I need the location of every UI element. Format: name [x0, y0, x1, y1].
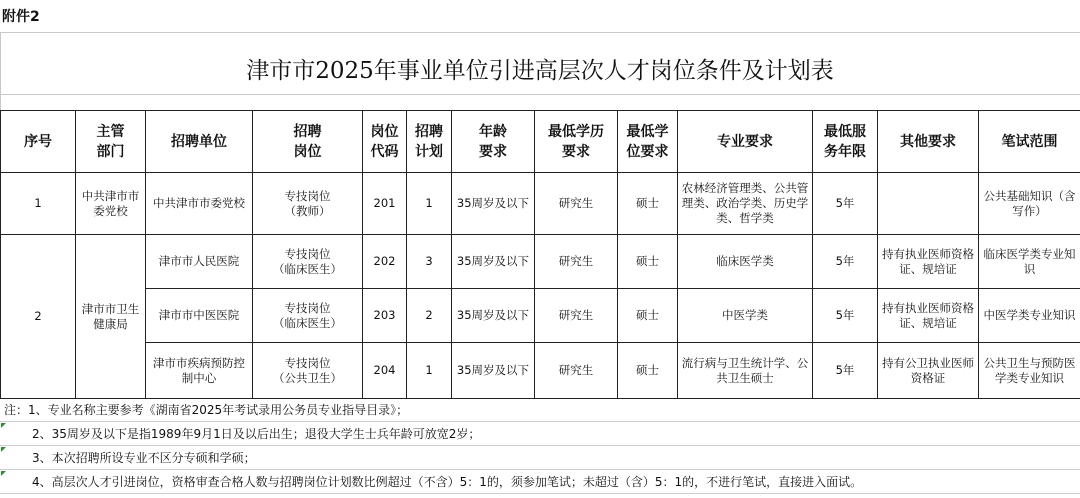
cell-unit: 中共津市市委党校: [146, 173, 253, 235]
cell-post: 专技岗位 （临床医生）: [253, 289, 363, 343]
cell-age: 35周岁及以下: [452, 289, 535, 343]
cell-major: 临床医学类: [678, 235, 813, 289]
note-line: 2、35周岁及以下是指1989年9月1日及以后出生；退役大学生士兵年龄可放宽2岁；: [0, 422, 1080, 446]
header-unit: 招聘单位: [146, 111, 253, 173]
cell-major: 农林经济管理类、公共管理类、政治学类、历史学类、哲学类: [678, 173, 813, 235]
cell-post: 专技岗位 （公共卫生）: [253, 343, 363, 399]
cell-post: 专技岗位 （教师）: [253, 173, 363, 235]
header-seq: 序号: [1, 111, 76, 173]
cell-years: 5年: [813, 173, 878, 235]
note-line: 4、高层次人才引进岗位，资格审查合格人数与招聘岗位计划数比例超过（不含）5：1的，须参加笔试；未超过（含）5：1的，不进行笔试，直接进入面试。: [0, 470, 1080, 494]
cell-degree: 硕士: [618, 235, 678, 289]
cell-comment-marker-icon: [1, 471, 6, 476]
header-post: 招聘 岗位: [253, 111, 363, 173]
header-dept: 主管 部门: [76, 111, 146, 173]
cell-years: 5年: [813, 343, 878, 399]
positions-table: [0, 110, 1080, 399]
cell-code: 203: [363, 289, 407, 343]
cell-code: 201: [363, 173, 407, 235]
attachment-label: 附件2: [2, 9, 40, 25]
cell-code: 202: [363, 235, 407, 289]
table-row: [1, 173, 1080, 235]
cell-edu: 研究生: [535, 289, 618, 343]
cell-other: 持有执业医师资格证、规培证: [878, 235, 979, 289]
cell-plan: 3: [407, 235, 452, 289]
cell-other: 持有公卫执业医师资格证: [878, 343, 979, 399]
cell-exam: 临床医学类专业知识: [979, 235, 1080, 289]
header-major: 专业要求: [678, 111, 813, 173]
cell-major: 中医学类: [678, 289, 813, 343]
header-age: 年龄 要求: [452, 111, 535, 173]
table-row: [1, 343, 1080, 399]
sheet-gridline: [0, 94, 1080, 95]
header-code: 岗位 代码: [363, 111, 407, 173]
cell-edu: 研究生: [535, 343, 618, 399]
sheet-gridline: [0, 32, 1080, 33]
page-title: 津市市2025年事业单位引进高层次人才岗位条件及计划表: [246, 58, 834, 84]
cell-other: [878, 173, 979, 235]
cell-exam: 中医学类专业知识: [979, 289, 1080, 343]
cell-unit: 津市市疾病预防控制中心: [146, 343, 253, 399]
cell-plan: 2: [407, 289, 452, 343]
cell-edu: 研究生: [535, 235, 618, 289]
cell-age: 35周岁及以下: [452, 235, 535, 289]
cell-seq: 1: [1, 173, 76, 235]
header-plan: 招聘 计划: [407, 111, 452, 173]
cell-comment-marker-icon: [1, 447, 6, 452]
table-row: [1, 289, 1080, 343]
table-header-row: [1, 111, 1080, 173]
header-years: 最低服 务年限: [813, 111, 878, 173]
notes-section: [0, 398, 1080, 494]
note-line: 注：1、专业名称主要参考《湖南省2025年考试录用公务员专业指导目录》；: [0, 398, 1080, 422]
cell-plan: 1: [407, 173, 452, 235]
note-line: 3、本次招聘所设专业不区分专硕和学硕；: [0, 446, 1080, 470]
cell-years: 5年: [813, 289, 878, 343]
cell-other: 持有执业医师资格证、规培证: [878, 289, 979, 343]
cell-comment-marker-icon: [1, 423, 6, 428]
cell-dept: 中共津市市委党校: [76, 173, 146, 235]
header-edu: 最低学历 要求: [535, 111, 618, 173]
cell-major: 流行病与卫生统计学、公共卫生硕士: [678, 343, 813, 399]
cell-unit: 津市市中医医院: [146, 289, 253, 343]
header-other: 其他要求: [878, 111, 979, 173]
cell-degree: 硕士: [618, 343, 678, 399]
cell-years: 5年: [813, 235, 878, 289]
cell-code: 204: [363, 343, 407, 399]
cell-exam: 公共卫生与预防医学类专业知识: [979, 343, 1080, 399]
cell-age: 35周岁及以下: [452, 343, 535, 399]
cell-dept: 津市市卫生健康局: [76, 235, 146, 399]
cell-seq: 2: [1, 235, 76, 399]
cell-degree: 硕士: [618, 173, 678, 235]
cell-edu: 研究生: [535, 173, 618, 235]
table-row: [1, 235, 1080, 289]
cell-plan: 1: [407, 343, 452, 399]
cell-unit: 津市市人民医院: [146, 235, 253, 289]
cell-exam: 公共基础知识（含写作）: [979, 173, 1080, 235]
header-degree: 最低学 位要求: [618, 111, 678, 173]
cell-degree: 硕士: [618, 289, 678, 343]
cell-age: 35周岁及以下: [452, 173, 535, 235]
cell-post: 专技岗位 （临床医生）: [253, 235, 363, 289]
header-exam: 笔试范围: [979, 111, 1080, 173]
